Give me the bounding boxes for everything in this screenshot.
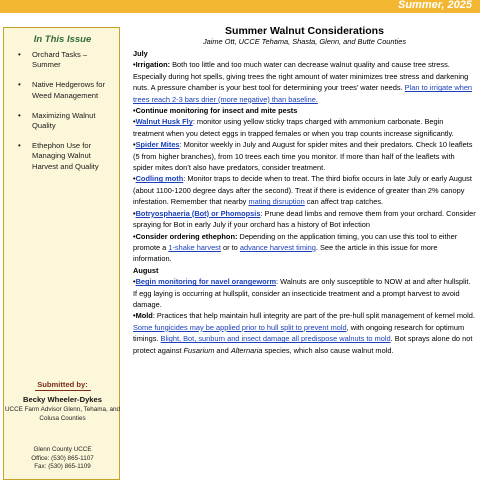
article-text: or to (220, 242, 240, 252)
article-text: •Irrigation: (133, 60, 171, 70)
article-byline: Jaime Ott, UCCE Tehama, Shasta, Glenn, and Butte Counties (202, 37, 407, 46)
article-text: : Monitor weekly in July and August for spider mites and their predators. Check 10 leaflets (5 from higher branches), from 10 trees each time you monitor. If more than half of the leaflets with spider mites don’t also have predators, consider treatment. (133, 140, 473, 173)
article-text: : Walnuts are only susceptible to NOW at and after hullsplit. If egg laying is occurring at hullsplit, consider an insecticide treatment and a prompt harvest to avoid damage. (133, 277, 471, 309)
issue-item: • Ethephon Use for Managing Walnut Harvest and Quality (18, 141, 116, 172)
article-text: • (133, 208, 136, 218)
article-text: species, which also cause walnut mold. (262, 345, 394, 355)
article-paragraph (133, 310, 476, 356)
article-text: August (133, 265, 159, 275)
article-text: Fusarium (183, 345, 215, 355)
article-paragraph (133, 208, 476, 231)
sidebar-in-this-issue (3, 27, 120, 480)
issue-item: • Native Hedgerows for Weed Management (18, 80, 116, 100)
article-text: • (133, 117, 136, 127)
article-text: : Monitor traps to decide when to treat. The third biofix occurs in late July or early August (about 1100-1200 degree days after the second). Treat if there is evidence of greater than 2% canopy infestation. Remember that nearby (133, 174, 472, 207)
article-link[interactable]: 1-shake harvest (168, 242, 221, 252)
submitted-by-label: Submitted by: (37, 380, 88, 389)
article-paragraph (133, 173, 476, 207)
issue-date: Summer, 2025 (398, 0, 472, 11)
office-fax: Fax: (530) 865-1109 (34, 463, 91, 471)
submitted-by-underline (35, 390, 91, 391)
article-paragraph (133, 105, 476, 116)
sidebar-title: In This Issue (33, 34, 92, 45)
article-paragraph (133, 59, 476, 105)
article-text: Both too little and too much water can decrease walnut quality and cause tree stress. Especially during hot spells, giving trees the right amount of water minimizes tree stress and darkening nuts. A pressure chamber is your best tool for determining your trees’ water needs. (133, 60, 469, 93)
article-text: •Consider ordering ethephon: (133, 231, 238, 241)
header-banner (0, 0, 480, 13)
article-text: , with ongoing research for optimum timings. (133, 322, 465, 344)
author-role: UCCE Farm Advisor Glenn, Tehama, and Colusa Counties (4, 406, 121, 422)
article-text: Alternaria (230, 345, 263, 355)
article-link[interactable]: Begin monitoring for navel orangeworm (135, 277, 277, 287)
article-title: Summer Walnut Considerations (225, 25, 384, 37)
article-text: July (133, 49, 148, 58)
article-link[interactable]: mating disruption (248, 197, 305, 207)
article-link[interactable]: Botryosphaeria (Bot) or Phomopsis (135, 208, 261, 218)
article (133, 20, 476, 356)
article-text: . See the article in this issue for more information. (133, 242, 438, 264)
article-link[interactable]: advance harvest timing (239, 242, 316, 252)
article-text: •Continue monitoring for insect and mite pests (133, 106, 298, 116)
office-contact (4, 446, 121, 472)
issue-item: • Maximizing Walnut Quality (18, 111, 116, 131)
article-paragraph (133, 116, 476, 139)
article-link[interactable]: Plan to irrigate when trees reach 2-3 bars drier (more negative) than baseline. (133, 83, 473, 104)
article-text: : Prune dead limbs and remove them from your orchard. Consider spraying for Bot in early July if your orchard has a history of Bot infection (133, 208, 476, 230)
article-text: Depending on the application timing, you can use this tool to either promote a (133, 231, 458, 252)
article-text: . Bot sprays alone do not protect against (133, 334, 473, 355)
article-paragraph (133, 265, 476, 276)
article-link[interactable]: Spider Mites (135, 140, 180, 150)
article-link[interactable]: Codling moth (135, 174, 184, 184)
author-name: Becky Wheeler-Dykes (23, 395, 102, 404)
article-text: : monitor using yellow sticky traps charged with ammonium carbonate. Begin treatment when you detect eggs in trapped females or when you trap counts increase significantly. (133, 117, 454, 138)
article-text: •Mold (133, 311, 153, 321)
article-text: • (133, 140, 136, 150)
article-text: : Practices that help maintain hull integrity are part of the pre-hull split management of kernel mold. (152, 311, 475, 321)
article-text: and (214, 345, 231, 355)
article-text: • (133, 174, 136, 184)
article-paragraph (133, 231, 476, 265)
office-name: Glenn County UCCE (33, 446, 92, 453)
article-body (133, 48, 476, 356)
article-text: can affect trap catches. (304, 197, 384, 207)
article-paragraph (133, 139, 476, 173)
article-link[interactable]: Walnut Husk Fly (135, 117, 193, 127)
article-link[interactable]: Blight, Bot, sunburn and insect damage all predispose walnuts to mold (160, 334, 391, 344)
article-paragraph (133, 276, 476, 310)
article-paragraph (133, 48, 476, 59)
issue-item: • Orchard Tasks – Summer (18, 50, 116, 70)
article-link[interactable]: Some fungicides may be applied prior to hull split to prevent mold (133, 322, 347, 332)
article-text: • (133, 277, 136, 287)
issue-contents-list (18, 50, 116, 182)
office-phone: Office: (530) 865-1107 (31, 454, 94, 462)
